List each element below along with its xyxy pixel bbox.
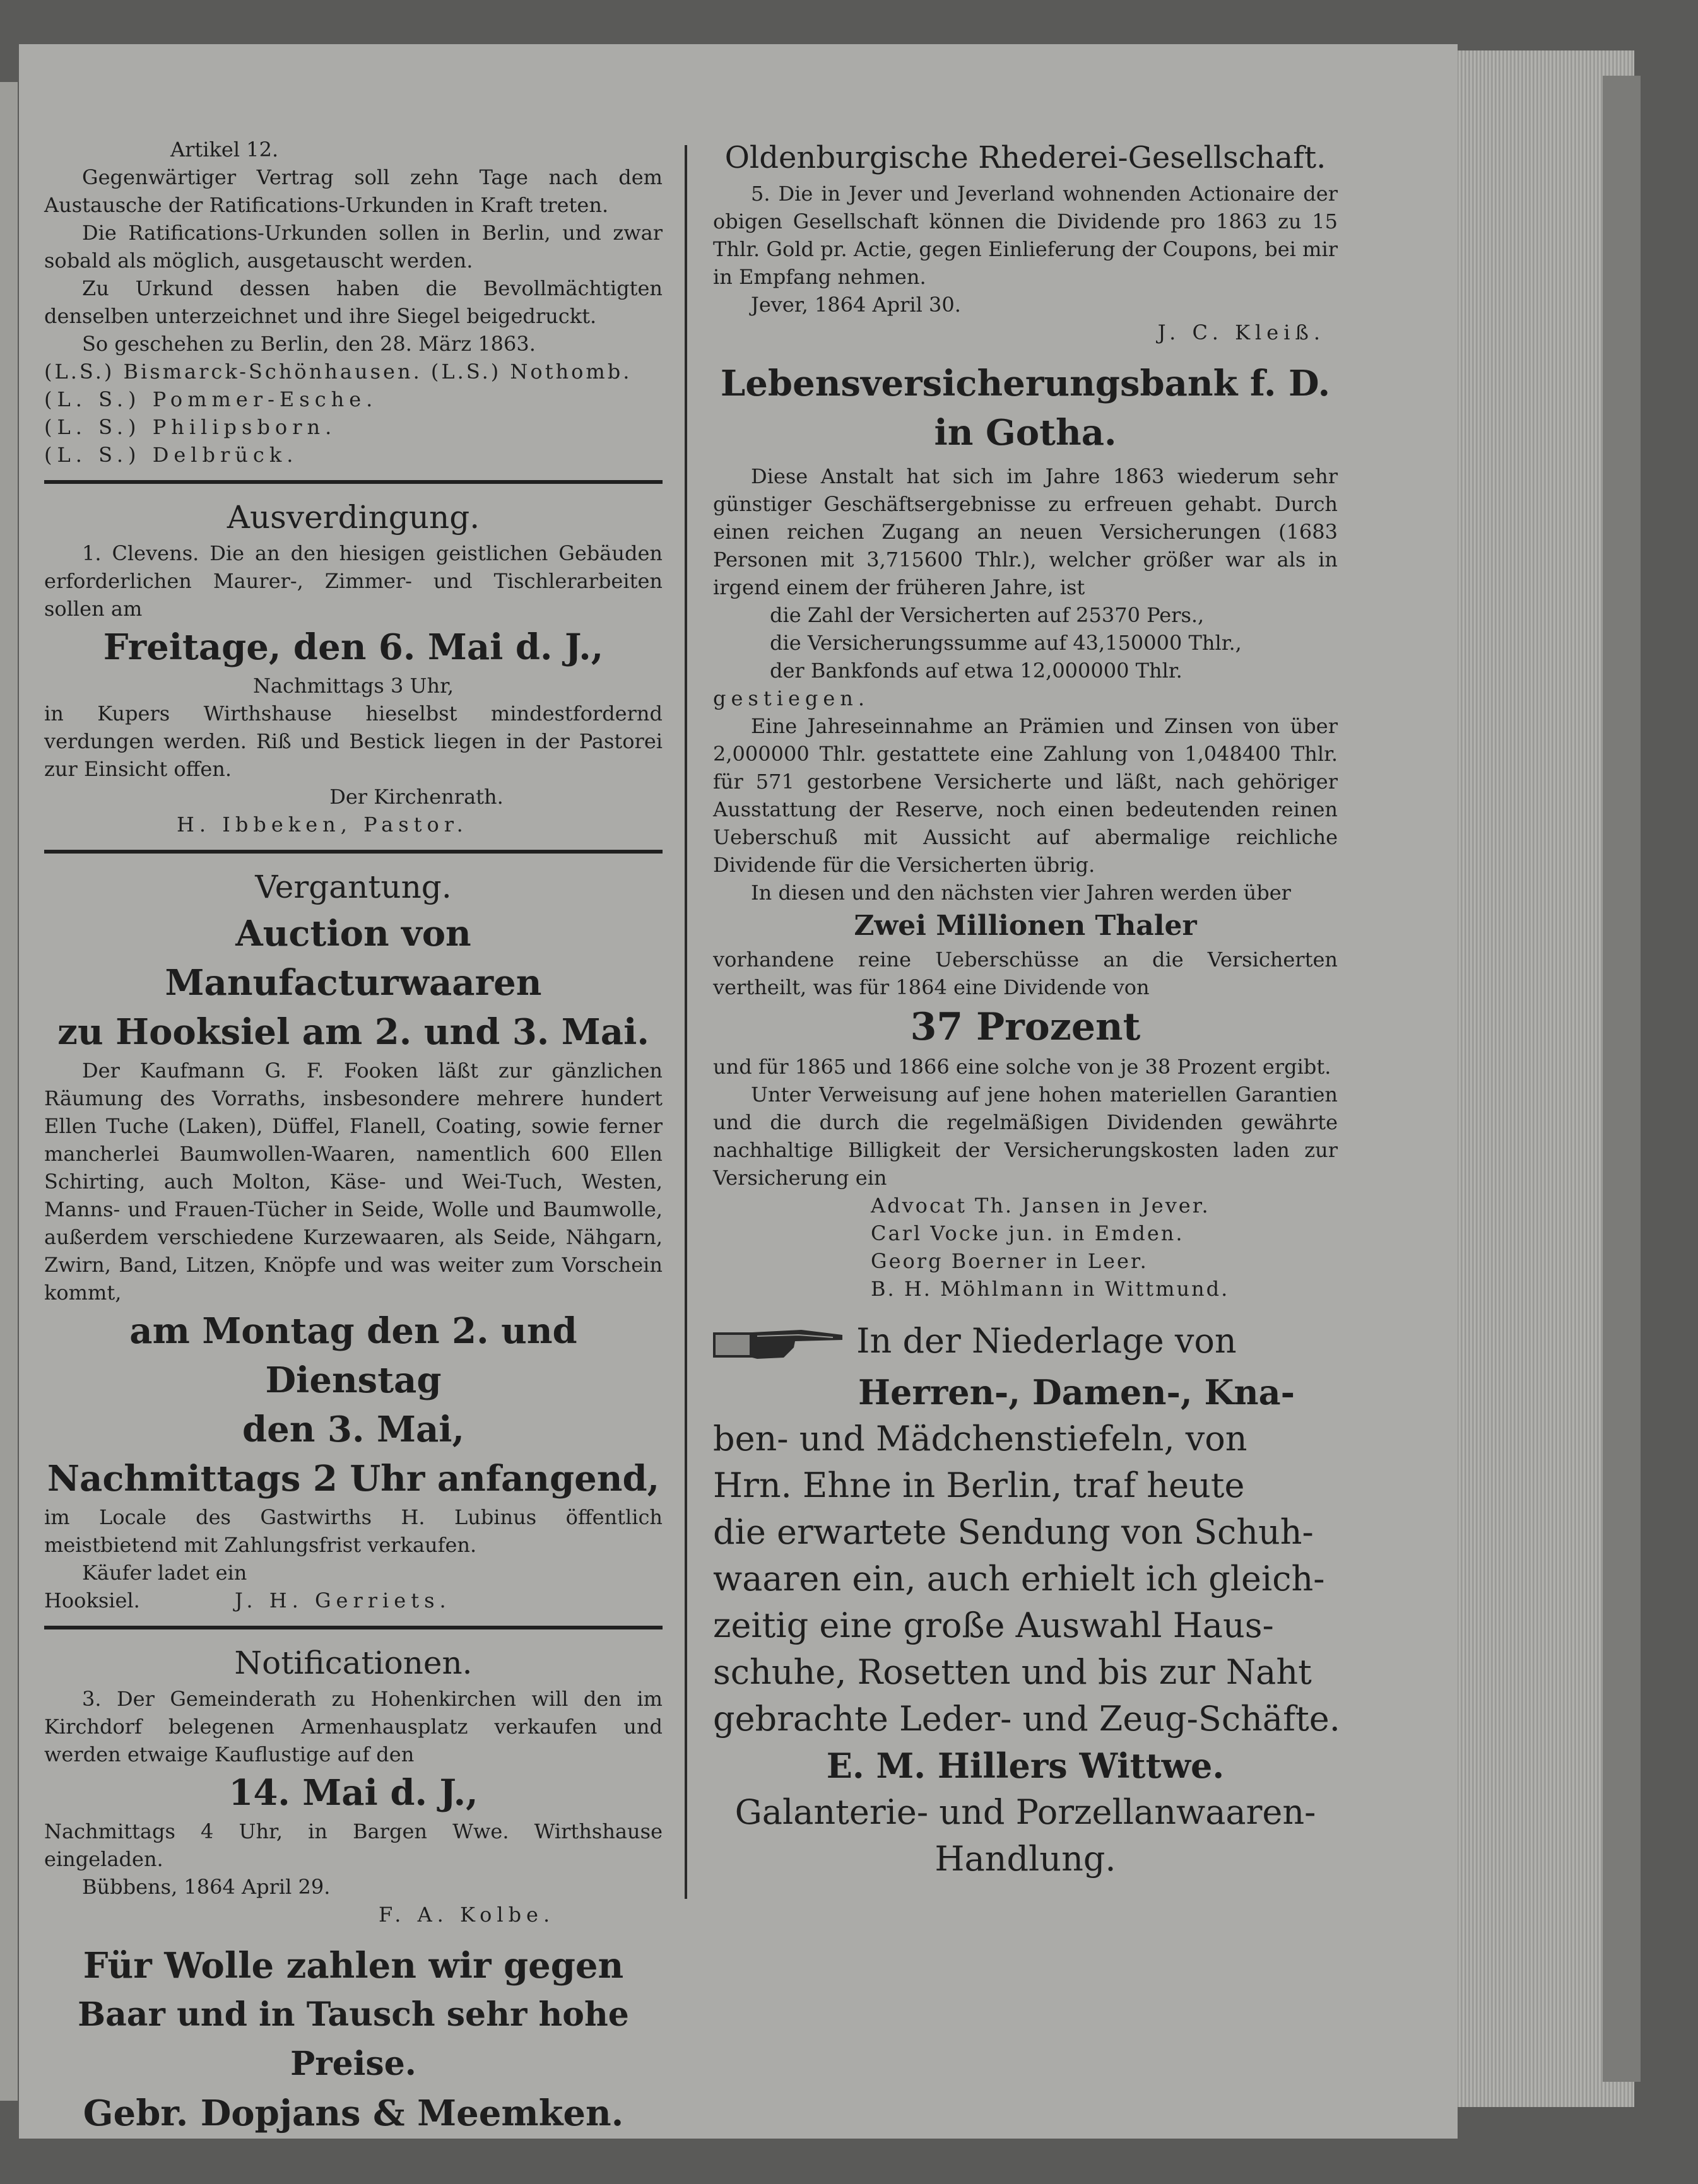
notice-paragraph: In diesen und den nächsten vier Jahren werden über bbox=[751, 881, 1291, 905]
notice-paragraph: Käufer ladet ein bbox=[82, 1561, 247, 1585]
bank-notice bbox=[713, 359, 1338, 1303]
pointing-hand-icon bbox=[713, 1318, 846, 1369]
auction-title: Auction von Manufacturwaaren bbox=[165, 913, 542, 1004]
bank-highlight: 37 Prozent bbox=[910, 1005, 1141, 1049]
notice-paragraph: und für 1865 und 1866 eine solche von je 38 Prozent ergibt. bbox=[713, 1055, 1331, 1079]
auction-date: den 3. Mai, bbox=[242, 1409, 464, 1450]
section-rule bbox=[44, 1626, 663, 1629]
notice-paragraph: 5. Die in Jever und Jeverland wohnenden Actionaire der obigen Gesellschaft können die Dividende pro 1863 zu 15 Thlr. Gold pr. Actie, gegen Einlieferung der Coupons, bei mir in Empfang nehmen. bbox=[713, 182, 1338, 289]
auction-time: Nachmittags 2 Uhr anfangend, bbox=[47, 1458, 660, 1500]
notice-time: Nachmittags 3 Uhr, bbox=[252, 674, 454, 698]
notice-paragraph: Eine Jahreseinnahme an Prämien und Zinsen von über 2,000000 Thlr. gestattete eine Zahlung von 1,048400 Thlr. für 571 gestorbene Versicherte und läßt, nach gehöriger Ausstattung der Reserve, noch einen bedeutenden reinen Ueberschuß mit Aussicht auf abermalige reichliche Dividende für die Versicherten übrig. bbox=[713, 714, 1338, 877]
ad-line: ben- und Mädchenstiefeln, von bbox=[713, 1419, 1247, 1459]
signature-line: (L. S.) Delbrück. bbox=[44, 443, 298, 467]
ad-shop-line: Galanterie- und Porzellanwaaren- bbox=[734, 1792, 1316, 1832]
bank-list-item: der Bankfonds auf etwa 12,000000 Thlr. bbox=[770, 659, 1182, 683]
ad-line: Herren-, Damen-, Kna- bbox=[858, 1372, 1295, 1412]
notice-signer: J. H. Gerriets. bbox=[235, 1588, 451, 1612]
notice-date: Freitage, den 6. Mai d. J., bbox=[103, 626, 604, 668]
section-heading: Notificationen. bbox=[234, 1645, 473, 1681]
signature-line: (L. S.) Pommer-Esche. bbox=[44, 387, 378, 411]
place-label: Hooksiel. bbox=[44, 1588, 140, 1612]
notice-place-date: Bübbens, 1864 April 29. bbox=[82, 1875, 331, 1899]
vergantung-notice bbox=[44, 865, 663, 1614]
article-paragraph: Gegenwärtiger Vertrag soll zehn Tage nach dem Austausche der Ratifications-Urkunden in Kraft treten. bbox=[44, 165, 663, 217]
bank-agent: Carl Vocke jun. in Emden. bbox=[871, 1221, 1184, 1245]
notice-paragraph: Diese Anstalt hat sich im Jahre 1863 wiederum sehr günstiger Geschäftsergebnisse zu erfreuen gehabt. Durch einen reichen Zugang an neuen Versicherungen (1683 Personen mit 3,715600 Thlr.), welcher größer war als in irgend einem der früheren Jahre, ist bbox=[713, 464, 1338, 599]
bank-highlight: Zwei Millionen Thaler bbox=[854, 910, 1197, 942]
bank-agent: Advocat Th. Jansen in Jever. bbox=[871, 1194, 1210, 1218]
notice-paragraph: Unter Verweisung auf jene hohen materiellen Garantien und die durch die regelmäßigen Dividenden gewährte nachhaltige Billigkeit der Versicherungskosten laden zur Versicherung ein bbox=[713, 1083, 1338, 1190]
ad-line: gebrachte Leder- und Zeug-Schäfte. bbox=[713, 1699, 1340, 1739]
ad-line: Hrn. Ehne in Berlin, traf heute bbox=[713, 1465, 1245, 1505]
ausverdingung-notice bbox=[44, 495, 663, 838]
notice-signoff bbox=[44, 1587, 663, 1614]
notice-paragraph: im Locale des Gastwirths H. Lubinus öffentlich meistbietend mit Zahlungsfrist verkaufen. bbox=[44, 1505, 663, 1557]
bank-list-item: die Versicherungssumme auf 43,150000 Thlr., bbox=[770, 631, 1242, 655]
ad-shop-line: Handlung. bbox=[934, 1839, 1116, 1879]
previous-page-edge bbox=[0, 82, 18, 2101]
section-rule bbox=[44, 850, 663, 854]
notice-paragraph: Der Kaufmann G. F. Fooken läßt zur gänzlichen Räumung des Vorraths, insbesondere mehrere hundert Ellen Tuche (Laken), Düffel, Flanell, Coating, sowie ferner mancherlei Baumwollen-Waaren, namentlich 600 Ellen Schirting, auch Molton, Käse- und Wei-Tuch, Westen, Manns- und Frauen-Tücher in Seide, Wolle und Baumwolle, außerdem verschiedene Kurzewaaren, als Seide, Nähgarn, Zwirn, Band, Litzen, Knöpfe und was weiter zum Vorschein kommt, bbox=[44, 1059, 663, 1305]
bank-list-item: die Zahl der Versicherten auf 25370 Pers., bbox=[770, 603, 1205, 627]
notice-paragraph: vorhandene reine Ueberschüsse an die Versicherten vertheilt, was für 1864 eine Dividende von bbox=[713, 948, 1338, 999]
book-spine-shadow bbox=[1603, 76, 1641, 2082]
ad-text: In der Niederlage von bbox=[856, 1321, 1237, 1361]
ad-line: die erwartete Sendung von Schuh- bbox=[713, 1512, 1314, 1552]
shoe-advertisement bbox=[713, 1318, 1338, 1882]
ad-signer: E. M. Hillers Wittwe. bbox=[826, 1746, 1225, 1786]
article-heading: Artikel 12. bbox=[170, 138, 279, 161]
notice-signer: J. C. Kleiß. bbox=[1157, 320, 1325, 344]
bank-title: in Gotha. bbox=[934, 412, 1117, 454]
signature-line: (L.S.) Bismarck-Schönhausen. (L.S.) Nothomb. bbox=[44, 360, 632, 384]
section-heading: Oldenburgische Rhederei-Gesellschaft. bbox=[724, 140, 1326, 175]
article-paragraph: So geschehen zu Berlin, den 28. März 1863. bbox=[82, 332, 536, 356]
ad-line bbox=[713, 1318, 1338, 1369]
bank-agent: Georg Boerner in Leer. bbox=[871, 1249, 1148, 1273]
section-heading: Vergantung. bbox=[255, 869, 452, 905]
ad-line: zeitig eine große Auswahl Haus- bbox=[713, 1606, 1274, 1645]
signature-line: (L. S.) Philipsborn. bbox=[44, 415, 337, 439]
article-paragraph: Zu Urkund dessen haben die Bevollmächtigten denselben unterzeichnet und ihre Siegel beigedruckt. bbox=[44, 276, 663, 328]
section-heading: Ausverdingung. bbox=[227, 499, 480, 536]
notice-paragraph: Nachmittags 4 Uhr, in Bargen Wwe. Wirthshause eingeladen. bbox=[44, 1819, 663, 1871]
notice-date: 14. Mai d. J., bbox=[228, 1772, 478, 1814]
ad-line: waaren ein, auch erhielt ich gleich- bbox=[713, 1559, 1325, 1599]
ad-signer: Gebr. Dopjans & Meemken. bbox=[83, 2093, 624, 2134]
bank-title: Lebensversicherungsbank f. D. bbox=[720, 363, 1331, 404]
article-paragraph: Die Ratifications-Urkunden sollen in Berlin, und zwar sobald als möglich, ausgetauscht werden. bbox=[44, 221, 663, 273]
bank-agent: B. H. Möhlmann in Wittmund. bbox=[871, 1277, 1230, 1301]
treaty-article bbox=[44, 136, 663, 469]
ad-line: Baar und in Tausch sehr hohe Preise. bbox=[78, 1995, 629, 2083]
notice-paragraph: 3. Der Gemeinderath zu Hohenkirchen will den im Kirchdorf belegenen Armenhausplatz verkaufen und werden etwaige Kauflustige auf den bbox=[44, 1687, 663, 1766]
rhederei-notice bbox=[713, 136, 1338, 346]
wolle-advertisement bbox=[44, 1941, 663, 2138]
column-divider bbox=[685, 145, 687, 1899]
notice-place-date: Jever, 1864 April 30. bbox=[751, 293, 961, 317]
notificationen-notice bbox=[44, 1641, 663, 1929]
auction-title: zu Hooksiel am 2. und 3. Mai. bbox=[57, 1011, 649, 1053]
notice-signer: H. Ibbeken, Pastor. bbox=[177, 813, 468, 837]
notice-signer: Der Kirchenrath. bbox=[329, 785, 504, 809]
auction-date: am Montag den 2. und Dienstag bbox=[129, 1310, 577, 1401]
notice-paragraph: 1. Clevens. Die an den hiesigen geistlichen Gebäuden erforderlichen Maurer-, Zimmer- und Tischlerarbeiten sollen am bbox=[44, 541, 663, 621]
right-column bbox=[713, 136, 1338, 1882]
ad-line: Für Wolle zahlen wir gegen bbox=[83, 1945, 624, 1987]
notice-paragraph: in Kupers Wirthshause hieselbst mindestfordernd verdungen werden. Riß und Bestick liegen in der Pastorei zur Einsicht offen. bbox=[44, 702, 663, 781]
notice-signer: F. A. Kolbe. bbox=[379, 1903, 555, 1927]
ad-line: schuhe, Rosetten und bis zur Naht bbox=[713, 1652, 1312, 1692]
section-rule bbox=[44, 480, 663, 484]
left-column bbox=[44, 136, 663, 2138]
notice-paragraph: gestiegen. bbox=[713, 686, 870, 710]
